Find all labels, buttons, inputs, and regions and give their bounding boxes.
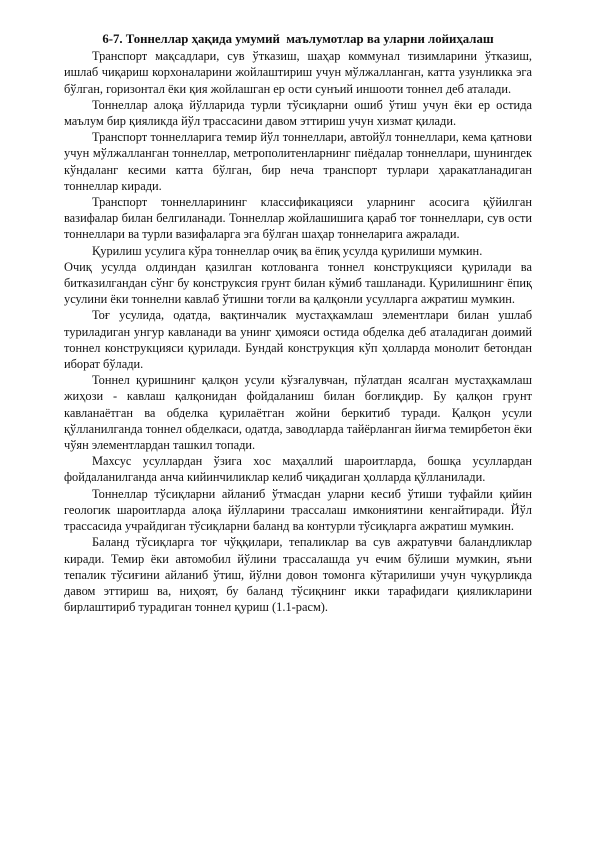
paragraph-transport-tunnels: Транспорт тоннелларига темир йўл тоннеллари, автойўл тоннеллари, кема қатнови учун мўлжалланган тоннеллар, метрополитенларнинг пиёдалар тоннеллари, шунингдек кўндаланг кесими катта бўлган, бир неча транспорт турлари ҳаракатланадиган тоннеллар киради.: [64, 130, 532, 193]
paragraph-mining-method: Тоғ усулида, одатда, вақтинчалик мустаҳкамлаш элементлари билан ушлаб туриладиган унгур кавланади ва унинг ҳимояси остида обделка деб аталадиган доимий тоннел конструкцияси қурилади. Бундай конструкция кўп ҳолларда монолит бетондан иборат бўлади.: [64, 308, 532, 372]
paragraph-classification: Транспорт тоннелларининг классификацияси уларнинг асосига қўйилган вазифалар билан белгиланади. Тоннеллар жойлашишига қараб тоғ тоннеллари, сув ости тоннеллари ва турли вазифаларга эга бўлган шаҳар тоннеларига ажралади.: [64, 195, 532, 242]
paragraph-high-obstacles: Баланд тўсиқларга тоғ чўққилари, тепаликлар ва сув ажратувчи баландликлар киради. Темир ёки автомобил йўлини трассалашда уч ечим бўлиши мумкин, яъни тепалик тўсиғини айланиб ўтиш, йўлни довон томонга кўтарилиши учун чуқурликда давом эттириш ва, ниҳоят, бу баланд тўсиқнинг икки тарафидаги қияликларини бирлаштириб турадиган тоннел қуриш (1.1-расм).: [64, 535, 532, 615]
section-heading: 6-7. Тоннеллар ҳақида умумий маълумотлар ва уларни лойиҳалаш: [102, 32, 494, 46]
paragraph-construction-methods: Қурилиш усулига кўра тоннеллар очиқ ва ёпиқ усулда қурилиши мумкин.: [92, 243, 483, 258]
paragraph-tunnel-definition: Транспорт мақсадлари, сув ўтказиш, шаҳар коммунал тизимларини ўтказиш, ишлаб чиқариш корхоналарини жойлаштириш учун мўлжалланган, катта узунликка эга бўлган, горизонтал ёки қия жойлашган ер ости сунъий иншооти тоннел деб аталади.: [64, 49, 532, 96]
paragraph-shield-method: Тоннел қуришнинг қалқон усули кўзғалувчан, пўлатдан ясалган мустаҳкамлаш жиҳози - кавлаш қалқонидан фойдаланиш билан боғлиқдир. Бу қалқон грунт кавланаётган ва обделка қурилаётган жойни беркитиб туради. Қалқон усули қўлланилганда тоннел обделкаси, одатда, заводларда тайёрланган йиғма темирбетон ёки чўян элементлардан ташкил топади.: [64, 373, 532, 453]
paragraph-special-methods: Махсус усуллардан ўзига хос маҳаллий шароитларда, бошқа усуллардан фойдаланилганда анча кийинчиликлар келиб чиқадиган ҳолларда қўлланилади.: [64, 454, 532, 485]
paragraph-open-method: Очиқ усулда олдиндан қазилган котлованга тоннел конструкцияси қурилади ва битказилгандан сўнг бу конструксия грунт билан кўмиб ташланади. Қурилишнинг ёпиқ усулини ёки тоннелни кавлаб ўтишни тоғли ва қалқонли усулларга ажратиш мумкин.: [64, 259, 532, 307]
paragraph-obstacles: Тоннеллар тўсиқларни айланиб ўтмасдан уларни кесиб ўтиши туфайли қийин геологик шароитларда алоқа йўлларини трассалаш имкониятини кенгайтиради. Йўл трассасида учрайдиган тўсиқларни баланд ва контурли тўсиқларга ажратиш мумкин.: [64, 486, 532, 534]
paragraph-tunnel-purpose: Тоннеллар алоқа йўлларида турли тўсиқларни ошиб ўтиш учун ёки ер остида маълум бир қияликда йўл трассасини давом эттириш учун хизмат қилади.: [64, 97, 532, 129]
